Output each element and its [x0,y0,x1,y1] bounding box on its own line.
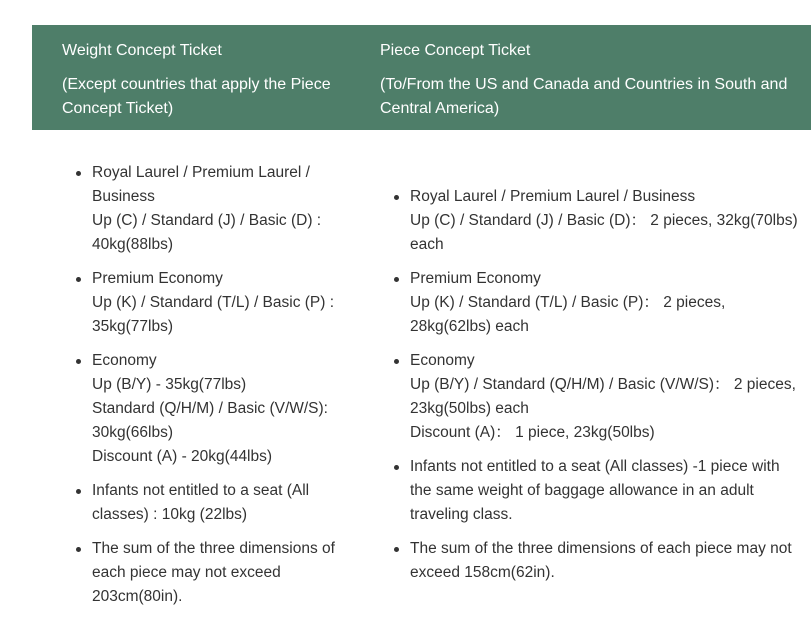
class-detail: Discount (A) - 20kg(44lbs) [92,448,273,465]
class-detail: Up (C) / Standard (J) / Basic (D)： 2 pieces, 32kg(70lbs) each [410,212,798,253]
dimension-limit: The sum of the three dimensions of each piece may not exceed 203cm(80in). [92,540,335,605]
list-item [350,349,811,445]
piece-allowance-list [350,185,811,595]
list-item [350,267,811,339]
class-title: Economy [410,352,475,369]
weight-concept-column [32,130,350,619]
weight-concept-subtitle: (Except countries that apply the Piece Concept Ticket) [62,76,331,117]
infant-allowance: Infants not entitled to a seat (All classes) : 10kg (22lbs) [92,482,310,523]
list-item [350,185,811,257]
class-detail: Up (K) / Standard (T/L) / Basic (P)： 2 pieces, 28kg(62lbs) each [410,294,726,335]
weight-concept-title: Weight Concept Ticket [62,42,222,59]
weight-concept-header [32,25,350,130]
class-title: Premium Economy [410,270,541,287]
list-item [32,349,350,469]
class-title: Economy [92,352,157,369]
class-title: Premium Economy [92,270,223,287]
dimension-limit: The sum of the three dimensions of each piece may not exceed 158cm(62in). [410,540,792,581]
table-header [32,25,811,130]
infant-allowance: Infants not entitled to a seat (All classes) -1 piece with the same weight of baggage allowance in an adult traveling class. [410,458,780,523]
class-detail: Standard (Q/H/M) / Basic (V/W/S): 30kg(66lbs) [92,400,328,441]
weight-allowance-list [32,161,350,619]
class-detail: Up (B/Y) / Standard (Q/H/M) / Basic (V/W/S)： 2 pieces, 23kg(50lbs) each [410,376,796,417]
table-body [32,130,811,619]
class-title: Royal Laurel / Premium Laurel / Business [92,164,310,205]
list-item [32,479,350,527]
class-detail: Up (B/Y) - 35kg(77lbs) [92,376,247,393]
list-item [32,537,350,609]
list-item [32,267,350,339]
class-detail: Up (K) / Standard (T/L) / Basic (P) : 35kg(77lbs) [92,294,335,335]
piece-concept-title: Piece Concept Ticket [380,42,531,59]
piece-concept-subtitle: (To/From the US and Canada and Countries in South and Central America) [380,76,788,117]
piece-concept-header [350,25,811,130]
list-item [350,455,811,527]
baggage-allowance-table [32,25,811,619]
piece-concept-column [350,130,811,595]
class-detail: Up (C) / Standard (J) / Basic (D) : 40kg(88lbs) [92,212,322,253]
list-item [32,161,350,257]
list-item [350,537,811,585]
class-title: Royal Laurel / Premium Laurel / Business [410,188,696,205]
class-detail: Discount (A)： 1 piece, 23kg(50lbs) [410,424,655,441]
